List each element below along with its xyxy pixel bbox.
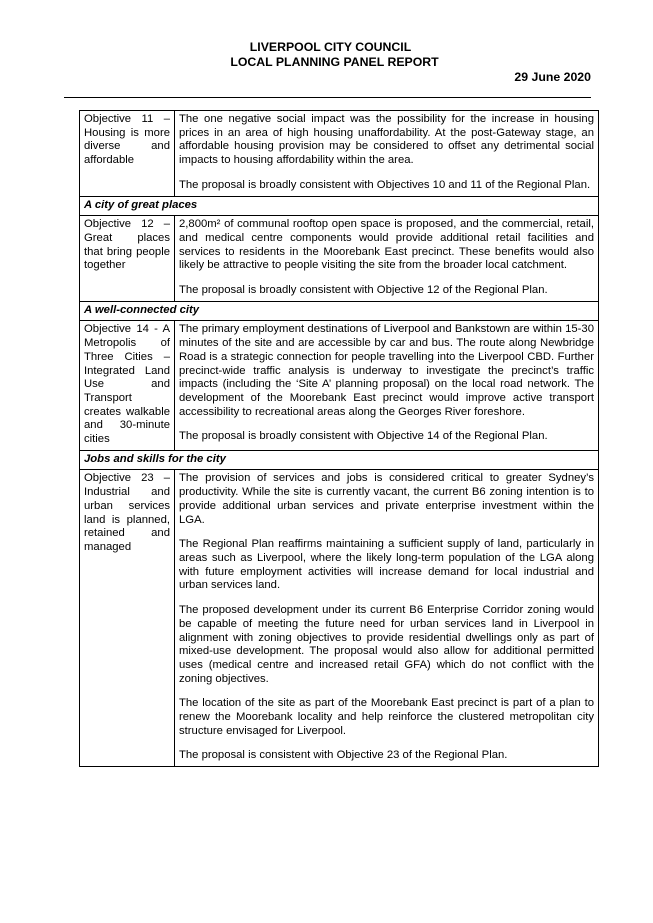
section-heading: Jobs and skills for the city	[80, 450, 599, 470]
assessment-paragraph: 2,800m² of communal rooftop open space is proposed, and the commercial, retail, and medical centre components would provide additional retail facilities and services to residents in the Moorebank East precinct. These benefits would also likely be attractive to people visiting the site from the broader local catchment.	[179, 218, 594, 272]
table-row	[80, 470, 599, 767]
objective-assessment	[175, 321, 599, 450]
objective-label: Objective 23 – Industrial and urban services land is planned, retained and managed	[80, 470, 175, 767]
report-title: LOCAL PLANNING PANEL REPORT	[230, 55, 439, 69]
section-row	[80, 196, 599, 216]
objective-assessment	[175, 111, 599, 197]
objectives-table	[79, 110, 599, 767]
assessment-paragraph: The proposal is broadly consistent with Objectives 10 and 11 of the Regional Plan.	[179, 178, 591, 191]
objective-assessment	[175, 470, 599, 767]
report-date: 29 June 2020	[514, 70, 591, 84]
table-row	[80, 216, 599, 302]
assessment-paragraph: The provision of services and jobs is considered critical to greater Sydney’s productivity. While the site is currently vacant, the current B6 zoning intention is to provide additional urban services and private enterprise investment within the LGA.	[179, 472, 594, 526]
objective-label: Objective 14 - A Metropolis of Three Cities – Integrated Land Use and Transport creates walkable and 30-minute cities	[80, 321, 175, 450]
objective-assessment	[175, 216, 599, 302]
table-row	[80, 111, 599, 197]
report-header	[0, 40, 653, 70]
section-row	[80, 301, 599, 321]
assessment-paragraph: The proposed development under its current B6 Enterprise Corridor zoning would be capable of meeting the future need for urban services land in Liverpool in alignment with zoning objectives to provide residential dwellings only as part of mixed-use development. The proposal would also allow for additional permitted uses (medical centre and increased retail GFA) which do not conflict with the zoning objectives.	[179, 604, 594, 685]
section-row	[80, 450, 599, 470]
objective-label: Objective 12 – Great places that bring people together	[80, 216, 175, 302]
council-name: LIVERPOOL CITY COUNCIL	[249, 40, 412, 54]
assessment-paragraph: The proposal is broadly consistent with Objective 12 of the Regional Plan.	[179, 284, 548, 297]
assessment-paragraph: The location of the site as part of the Moorebank East precinct is part of a plan to renew the Moorebank locality and help reinforce the clustered metropolitan city structure envisaged for Liverpool.	[179, 697, 594, 737]
section-heading: A well-connected city	[80, 301, 599, 321]
assessment-paragraph: The Regional Plan reaffirms maintaining a sufficient supply of land, particularly in areas such as Liverpool, where the likely long-term population of the LGA along with future employment activities will increase demand for local industrial and urban services land.	[179, 538, 594, 592]
objective-label: Objective 11 – Housing is more diverse and affordable	[80, 111, 175, 197]
assessment-paragraph: The one negative social impact was the possibility for the increase in housing prices in an area of high housing unaffordability. At the post-Gateway stage, an affordable housing provision may be considered to offset any detrimental social impacts to housing affordability within the area.	[179, 113, 594, 167]
section-heading: A city of great places	[80, 196, 599, 216]
assessment-paragraph: The primary employment destinations of Liverpool and Bankstown are within 15-30 minutes of the site and are accessible by car and bus. The route along Newbridge Road is a strategic connection for people travelling into the Liverpool CBD. Further precinct-wide traffic analysis is underway to investigate the precinct’s traffic impacts (including the ‘Site A’ planning proposal) on the local road network. The development of the Moorebank East precinct would improve active transport accessibility to recreational areas along the Georges River foreshore.	[179, 323, 594, 418]
assessment-paragraph: The proposal is consistent with Objective 23 of the Regional Plan.	[179, 749, 508, 762]
header-divider	[64, 97, 591, 98]
table-row	[80, 321, 599, 450]
assessment-paragraph: The proposal is broadly consistent with Objective 14 of the Regional Plan.	[179, 430, 548, 443]
